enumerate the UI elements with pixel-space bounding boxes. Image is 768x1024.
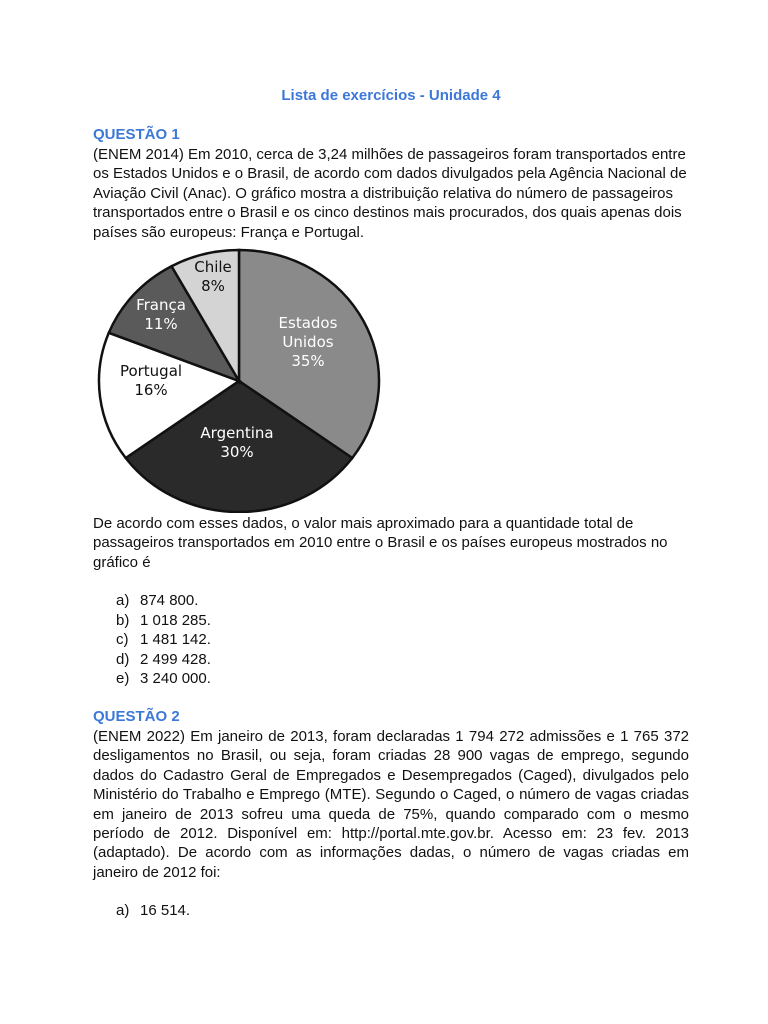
question-1-followup-block: [93, 514, 689, 572]
option-letter: d): [116, 650, 130, 668]
pie-chart-svg: [93, 248, 393, 513]
option-text: 16 514.: [140, 902, 191, 919]
question-2-options: [93, 901, 689, 921]
pie-slice-value-label: 11%: [144, 315, 178, 333]
pie-slice-label: França: [136, 296, 186, 314]
option-text: 1 018 285.: [140, 611, 211, 629]
option-item[interactable]: [93, 591, 689, 611]
pie-slice-label: Argentina: [200, 424, 274, 442]
option-letter: a): [116, 902, 130, 919]
pie-slice-value-label: 8%: [201, 277, 225, 295]
option-text: 1 481 142.: [140, 631, 211, 649]
question-2-text: (ENEM 2022) Em janeiro de 2013, foram declaradas 1 794 272 admissões e 1 765 372 desligamentos no Brasil, ou seja, foram criadas 28 900 vagas de emprego, segundo dados do Cadastro Geral de Empregados e Desempregados (Caged), divulgados pelo Ministério do Trabalho e Emprego (MTE). Segundo o Caged, o número de vagas criadas em janeiro de 2013 sofreu uma queda de 75%, quando comparado com o mesmo período de 2012. Disponível em: http://portal.mte.gov.br. Acesso em: 23 fev. 2013 (adaptado). De acordo com as informações dadas, o número de vagas criadas em janeiro de 2012 foi:: [93, 728, 689, 881]
document-title: Lista de exercícios - Unidade 4: [281, 87, 501, 104]
option-letter: c): [116, 631, 129, 649]
question-1-heading: QUESTÃO 1: [93, 126, 180, 143]
option-text: 2 499 428.: [140, 650, 211, 668]
question-1: [93, 125, 689, 242]
pie-slice-label: Estados: [278, 314, 338, 332]
pie-slice-value-label: 16%: [134, 381, 168, 399]
pie-slice-label: Chile: [194, 258, 232, 276]
option-item[interactable]: [93, 901, 689, 921]
option-letter: e): [116, 670, 130, 688]
pie-chart: [93, 248, 393, 513]
option-text: 3 240 000.: [140, 670, 211, 688]
pie-slice-label: Portugal: [119, 362, 183, 380]
question-2: [93, 707, 689, 882]
pie-slice-value-label: 35%: [291, 352, 325, 370]
option-item[interactable]: [93, 630, 689, 650]
option-letter: a): [116, 592, 130, 609]
question-1-options: [93, 591, 689, 689]
question-2-heading: QUESTÃO 2: [93, 708, 180, 725]
question-1-followup: De acordo com esses dados, o valor mais aproximado para a quantidade total de passageiros transportados em 2010 entre o Brasil e os países europeus mostrados no gráfico é: [93, 515, 668, 571]
pie-slice-value-label: 30%: [220, 443, 254, 461]
option-item[interactable]: [93, 611, 689, 631]
option-item[interactable]: [93, 650, 689, 670]
question-1-text: (ENEM 2014) Em 2010, cerca de 3,24 milhões de passageiros foram transportados entre os Estados Unidos e o Brasil, de acordo com dados divulgados pela Agência Nacional de Aviação Civil (Anac). O gráfico mostra a distribuição relativa do número de passageiros transportados entre o Brasil e os cinco destinos mais procurados, dos quais apenas dois países são europeus: França e Portugal.: [93, 146, 687, 241]
option-item[interactable]: [93, 669, 689, 689]
pie-slice-label: Unidos: [282, 333, 334, 351]
option-letter: b): [116, 611, 130, 629]
option-text: 874 800.: [140, 592, 199, 609]
